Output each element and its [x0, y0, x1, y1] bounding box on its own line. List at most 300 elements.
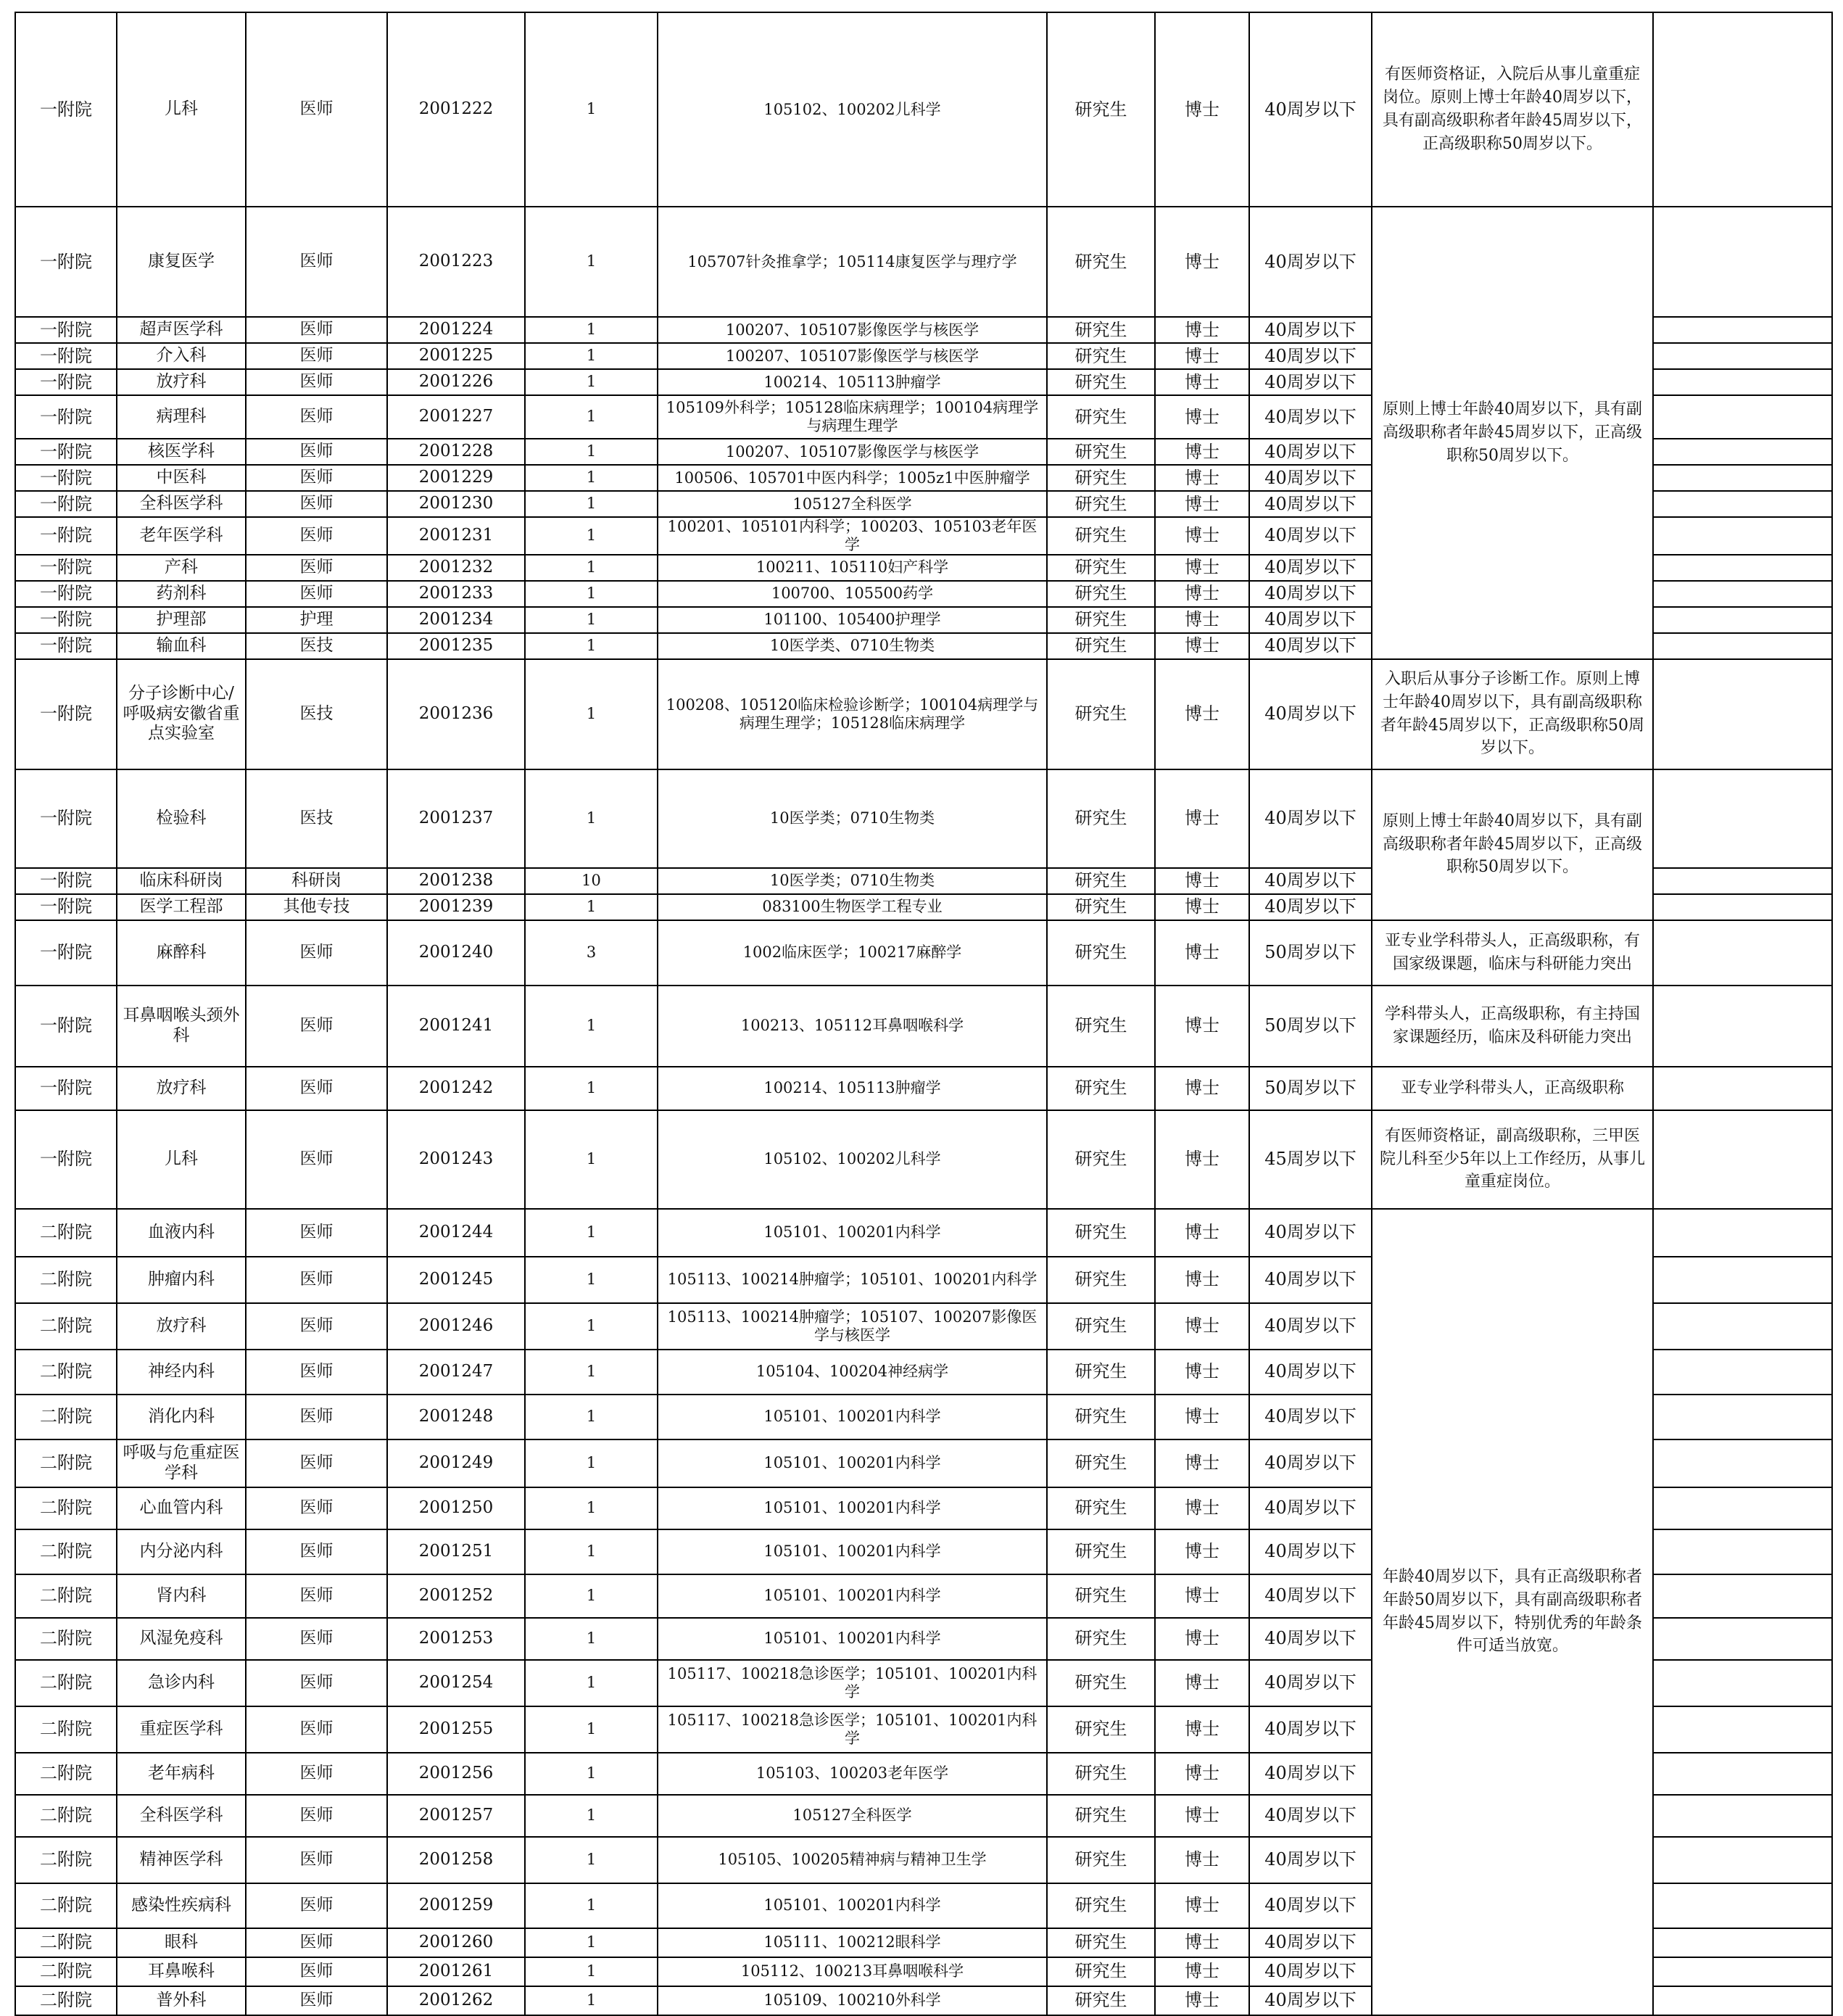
age-cell: 40周岁以下 — [1249, 1883, 1372, 1928]
degree-cell: 博士 — [1155, 1706, 1249, 1753]
age-cell: 40周岁以下 — [1249, 1753, 1372, 1795]
requirements-cell: 学科带头人，正高级职称，有主持国家课题经历，临床及科研能力突出 — [1372, 986, 1653, 1067]
remarks-cell — [1653, 1303, 1832, 1350]
unit-cell: 二附院 — [15, 1257, 117, 1303]
unit-cell: 二附院 — [15, 1837, 117, 1883]
unit-cell: 二附院 — [15, 1209, 117, 1257]
unit-cell: 二附院 — [15, 1957, 117, 1986]
education-cell: 研究生 — [1047, 1257, 1155, 1303]
unit-cell: 二附院 — [15, 1395, 117, 1439]
headcount-cell: 1 — [525, 1067, 658, 1110]
post-code-cell: 2001245 — [387, 1257, 525, 1303]
post-code-cell: 2001253 — [387, 1618, 525, 1660]
unit-cell: 二附院 — [15, 1753, 117, 1795]
age-cell: 40周岁以下 — [1249, 517, 1372, 555]
age-cell: 40周岁以下 — [1249, 465, 1372, 491]
age-cell: 40周岁以下 — [1249, 894, 1372, 920]
education-cell: 研究生 — [1047, 1487, 1155, 1529]
post-code-cell: 2001260 — [387, 1928, 525, 1957]
headcount-cell: 1 — [525, 317, 658, 343]
degree-cell: 博士 — [1155, 1986, 1249, 2015]
post-code-cell: 2001251 — [387, 1529, 525, 1574]
degree-cell: 博士 — [1155, 581, 1249, 607]
merged-requirements-cell: 原则上博士年龄40周岁以下，具有副高级职称者年龄45周岁以下，正高级职称50周岁以下。 — [1372, 769, 1653, 920]
degree-cell: 博士 — [1155, 1957, 1249, 1986]
age-cell: 40周岁以下 — [1249, 439, 1372, 465]
unit-cell: 一附院 — [15, 1067, 117, 1110]
post-type-cell: 医师 — [246, 1706, 387, 1753]
post-type-cell: 医师 — [246, 1795, 387, 1837]
department-cell: 神经内科 — [117, 1350, 246, 1395]
remarks-cell — [1653, 1837, 1832, 1883]
remarks-cell — [1653, 1439, 1832, 1487]
headcount-cell: 1 — [525, 1928, 658, 1957]
department-cell: 输血科 — [117, 633, 246, 659]
education-cell: 研究生 — [1047, 1395, 1155, 1439]
degree-cell: 博士 — [1155, 1883, 1249, 1928]
age-cell: 40周岁以下 — [1249, 1574, 1372, 1618]
post-type-cell: 医师 — [246, 1986, 387, 2015]
post-code-cell: 2001228 — [387, 439, 525, 465]
remarks-cell — [1653, 1209, 1832, 1257]
requirements-cell: 亚专业学科带头人，正高级职称，有国家级课题，临床与科研能力突出 — [1372, 920, 1653, 986]
degree-cell: 博士 — [1155, 1753, 1249, 1795]
major-cell: 105127全科医学 — [658, 1795, 1047, 1837]
post-type-cell: 医师 — [246, 1350, 387, 1395]
education-cell: 研究生 — [1047, 491, 1155, 517]
unit-cell: 一附院 — [15, 894, 117, 920]
education-cell: 研究生 — [1047, 894, 1155, 920]
degree-cell: 博士 — [1155, 1618, 1249, 1660]
post-type-cell: 医技 — [246, 769, 387, 868]
post-type-cell: 医师 — [246, 1618, 387, 1660]
department-cell: 全科医学科 — [117, 491, 246, 517]
post-code-cell: 2001255 — [387, 1706, 525, 1753]
major-cell: 105105、100205精神病与精神卫生学 — [658, 1837, 1047, 1883]
headcount-cell: 1 — [525, 465, 658, 491]
age-cell: 40周岁以下 — [1249, 633, 1372, 659]
education-cell: 研究生 — [1047, 1660, 1155, 1706]
unit-cell: 一附院 — [15, 769, 117, 868]
major-cell: 100214、105113肿瘤学 — [658, 369, 1047, 395]
post-code-cell: 2001254 — [387, 1660, 525, 1706]
department-cell: 放疗科 — [117, 369, 246, 395]
unit-cell: 一附院 — [15, 317, 117, 343]
headcount-cell: 1 — [525, 633, 658, 659]
department-cell: 中医科 — [117, 465, 246, 491]
major-cell: 100211、105110妇产科学 — [658, 555, 1047, 581]
unit-cell: 一附院 — [15, 491, 117, 517]
table-row — [15, 12, 1832, 207]
post-type-cell: 医师 — [246, 1257, 387, 1303]
post-code-cell: 2001229 — [387, 465, 525, 491]
table-row — [15, 207, 1832, 317]
education-cell: 研究生 — [1047, 1618, 1155, 1660]
post-type-cell: 医师 — [246, 1837, 387, 1883]
major-cell: 101100、105400护理学 — [658, 607, 1047, 633]
unit-cell: 二附院 — [15, 1795, 117, 1837]
remarks-cell — [1653, 1706, 1832, 1753]
post-code-cell: 2001246 — [387, 1303, 525, 1350]
requirements-cell: 亚专业学科带头人，正高级职称 — [1372, 1067, 1653, 1110]
degree-cell: 博士 — [1155, 555, 1249, 581]
post-type-cell: 医师 — [246, 12, 387, 207]
education-cell: 研究生 — [1047, 1753, 1155, 1795]
unit-cell: 一附院 — [15, 517, 117, 555]
education-cell: 研究生 — [1047, 920, 1155, 986]
post-code-cell: 2001227 — [387, 395, 525, 439]
unit-cell: 一附院 — [15, 395, 117, 439]
remarks-cell — [1653, 1753, 1832, 1795]
remarks-cell — [1653, 894, 1832, 920]
age-cell: 40周岁以下 — [1249, 868, 1372, 894]
major-cell: 105104、100204神经病学 — [658, 1350, 1047, 1395]
remarks-cell — [1653, 769, 1832, 868]
headcount-cell: 1 — [525, 491, 658, 517]
headcount-cell: 1 — [525, 1209, 658, 1257]
post-code-cell: 2001222 — [387, 12, 525, 207]
headcount-cell: 1 — [525, 1574, 658, 1618]
age-cell: 40周岁以下 — [1249, 1957, 1372, 1986]
department-cell: 血液内科 — [117, 1209, 246, 1257]
major-cell: 105102、100202儿科学 — [658, 1110, 1047, 1209]
headcount-cell: 1 — [525, 1795, 658, 1837]
headcount-cell: 1 — [525, 1837, 658, 1883]
post-code-cell: 2001259 — [387, 1883, 525, 1928]
age-cell: 40周岁以下 — [1249, 1395, 1372, 1439]
unit-cell: 一附院 — [15, 369, 117, 395]
headcount-cell: 1 — [525, 207, 658, 317]
degree-cell: 博士 — [1155, 1660, 1249, 1706]
education-cell: 研究生 — [1047, 1350, 1155, 1395]
headcount-cell: 1 — [525, 607, 658, 633]
degree-cell: 博士 — [1155, 1067, 1249, 1110]
education-cell: 研究生 — [1047, 1439, 1155, 1487]
age-cell: 40周岁以下 — [1249, 1928, 1372, 1957]
education-cell: 研究生 — [1047, 986, 1155, 1067]
post-code-cell: 2001225 — [387, 343, 525, 369]
degree-cell: 博士 — [1155, 1837, 1249, 1883]
remarks-cell — [1653, 12, 1832, 207]
department-cell: 内分泌内科 — [117, 1529, 246, 1574]
degree-cell: 博士 — [1155, 633, 1249, 659]
degree-cell: 博士 — [1155, 1209, 1249, 1257]
headcount-cell: 1 — [525, 1487, 658, 1529]
remarks-cell — [1653, 633, 1832, 659]
post-type-cell: 医师 — [246, 1303, 387, 1350]
remarks-cell — [1653, 555, 1832, 581]
post-code-cell: 2001234 — [387, 607, 525, 633]
remarks-cell — [1653, 1986, 1832, 2015]
remarks-cell — [1653, 868, 1832, 894]
age-cell: 50周岁以下 — [1249, 986, 1372, 1067]
education-cell: 研究生 — [1047, 439, 1155, 465]
post-type-cell: 医师 — [246, 1067, 387, 1110]
unit-cell: 二附院 — [15, 1487, 117, 1529]
age-cell: 40周岁以下 — [1249, 491, 1372, 517]
education-cell: 研究生 — [1047, 317, 1155, 343]
post-code-cell: 2001236 — [387, 659, 525, 769]
education-cell: 研究生 — [1047, 868, 1155, 894]
unit-cell: 二附院 — [15, 1439, 117, 1487]
age-cell: 40周岁以下 — [1249, 769, 1372, 868]
department-cell: 病理科 — [117, 395, 246, 439]
age-cell: 40周岁以下 — [1249, 1660, 1372, 1706]
education-cell: 研究生 — [1047, 581, 1155, 607]
headcount-cell: 1 — [525, 1350, 658, 1395]
age-cell: 50周岁以下 — [1249, 1067, 1372, 1110]
post-code-cell: 2001257 — [387, 1795, 525, 1837]
department-cell: 药剂科 — [117, 581, 246, 607]
remarks-cell — [1653, 1529, 1832, 1574]
age-cell: 40周岁以下 — [1249, 607, 1372, 633]
major-cell: 10医学类、0710生物类 — [658, 633, 1047, 659]
post-code-cell: 2001247 — [387, 1350, 525, 1395]
major-cell: 105113、100214肿瘤学；105107、100207影像医学与核医学 — [658, 1303, 1047, 1350]
degree-cell: 博士 — [1155, 1439, 1249, 1487]
remarks-cell — [1653, 986, 1832, 1067]
degree-cell: 博士 — [1155, 517, 1249, 555]
post-type-cell: 医师 — [246, 1574, 387, 1618]
age-cell: 40周岁以下 — [1249, 343, 1372, 369]
remarks-cell — [1653, 1350, 1832, 1395]
post-type-cell: 医师 — [246, 1395, 387, 1439]
headcount-cell: 1 — [525, 1986, 658, 2015]
unit-cell: 二附院 — [15, 1303, 117, 1350]
post-type-cell: 医师 — [246, 1439, 387, 1487]
unit-cell: 二附院 — [15, 1928, 117, 1957]
degree-cell: 博士 — [1155, 1110, 1249, 1209]
post-type-cell: 医师 — [246, 920, 387, 986]
unit-cell: 一附院 — [15, 868, 117, 894]
education-cell: 研究生 — [1047, 343, 1155, 369]
major-cell: 105101、100201内科学 — [658, 1883, 1047, 1928]
table-row — [15, 1067, 1832, 1110]
education-cell: 研究生 — [1047, 12, 1155, 207]
headcount-cell: 1 — [525, 1110, 658, 1209]
post-type-cell: 医师 — [246, 343, 387, 369]
unit-cell: 二附院 — [15, 1706, 117, 1753]
post-type-cell: 医师 — [246, 1487, 387, 1529]
education-cell: 研究生 — [1047, 1209, 1155, 1257]
age-cell: 45周岁以下 — [1249, 1110, 1372, 1209]
headcount-cell: 1 — [525, 1303, 658, 1350]
education-cell: 研究生 — [1047, 1706, 1155, 1753]
age-cell: 40周岁以下 — [1249, 1303, 1372, 1350]
post-type-cell: 医师 — [246, 439, 387, 465]
headcount-cell: 1 — [525, 1660, 658, 1706]
unit-cell: 二附院 — [15, 1574, 117, 1618]
education-cell: 研究生 — [1047, 607, 1155, 633]
post-type-cell: 医师 — [246, 1660, 387, 1706]
headcount-cell: 1 — [525, 1257, 658, 1303]
table-row — [15, 769, 1832, 868]
major-cell: 105101、100201内科学 — [658, 1618, 1047, 1660]
remarks-cell — [1653, 1795, 1832, 1837]
post-type-cell: 医师 — [246, 465, 387, 491]
department-cell: 核医学科 — [117, 439, 246, 465]
department-cell: 重症医学科 — [117, 1706, 246, 1753]
major-cell: 100208、105120临床检验诊断学；100104病理学与病理生理学；105128临床病理学 — [658, 659, 1047, 769]
age-cell: 50周岁以下 — [1249, 920, 1372, 986]
post-code-cell: 2001239 — [387, 894, 525, 920]
department-cell: 放疗科 — [117, 1067, 246, 1110]
table-row — [15, 659, 1832, 769]
remarks-cell — [1653, 581, 1832, 607]
degree-cell: 博士 — [1155, 920, 1249, 986]
degree-cell: 博士 — [1155, 1928, 1249, 1957]
degree-cell: 博士 — [1155, 317, 1249, 343]
post-code-cell: 2001232 — [387, 555, 525, 581]
headcount-cell: 1 — [525, 343, 658, 369]
department-cell: 临床科研岗 — [117, 868, 246, 894]
remarks-cell — [1653, 395, 1832, 439]
post-code-cell: 2001237 — [387, 769, 525, 868]
headcount-cell: 1 — [525, 395, 658, 439]
remarks-cell — [1653, 465, 1832, 491]
post-type-cell: 医师 — [246, 395, 387, 439]
age-cell: 40周岁以下 — [1249, 1795, 1372, 1837]
major-cell: 105101、100201内科学 — [658, 1395, 1047, 1439]
education-cell: 研究生 — [1047, 1837, 1155, 1883]
department-cell: 医学工程部 — [117, 894, 246, 920]
degree-cell: 博士 — [1155, 1529, 1249, 1574]
major-cell: 105101、100201内科学 — [658, 1529, 1047, 1574]
major-cell: 105117、100218急诊医学；105101、100201内科学 — [658, 1660, 1047, 1706]
unit-cell: 一附院 — [15, 659, 117, 769]
department-cell: 肾内科 — [117, 1574, 246, 1618]
unit-cell: 一附院 — [15, 920, 117, 986]
major-cell: 100207、105107影像医学与核医学 — [658, 343, 1047, 369]
headcount-cell: 1 — [525, 1753, 658, 1795]
age-cell: 40周岁以下 — [1249, 1439, 1372, 1487]
age-cell: 40周岁以下 — [1249, 395, 1372, 439]
post-code-cell: 2001223 — [387, 207, 525, 317]
degree-cell: 博士 — [1155, 207, 1249, 317]
department-cell: 产科 — [117, 555, 246, 581]
education-cell: 研究生 — [1047, 395, 1155, 439]
major-cell: 105101、100201内科学 — [658, 1487, 1047, 1529]
department-cell: 耳鼻咽喉头颈外科 — [117, 986, 246, 1067]
education-cell: 研究生 — [1047, 369, 1155, 395]
post-code-cell: 2001241 — [387, 986, 525, 1067]
age-cell: 40周岁以下 — [1249, 12, 1372, 207]
post-type-cell: 科研岗 — [246, 868, 387, 894]
headcount-cell: 1 — [525, 1618, 658, 1660]
post-type-cell: 医师 — [246, 1529, 387, 1574]
post-type-cell: 医师 — [246, 555, 387, 581]
age-cell: 40周岁以下 — [1249, 581, 1372, 607]
post-code-cell: 2001249 — [387, 1439, 525, 1487]
post-code-cell: 2001258 — [387, 1837, 525, 1883]
headcount-cell: 10 — [525, 868, 658, 894]
major-cell: 10医学类；0710生物类 — [658, 769, 1047, 868]
unit-cell: 二附院 — [15, 1986, 117, 2015]
major-cell: 105103、100203老年医学 — [658, 1753, 1047, 1795]
degree-cell: 博士 — [1155, 395, 1249, 439]
age-cell: 40周岁以下 — [1249, 1487, 1372, 1529]
remarks-cell — [1653, 439, 1832, 465]
remarks-cell — [1653, 369, 1832, 395]
degree-cell: 博士 — [1155, 986, 1249, 1067]
department-cell: 消化内科 — [117, 1395, 246, 1439]
major-cell: 105127全科医学 — [658, 491, 1047, 517]
degree-cell: 博士 — [1155, 465, 1249, 491]
major-cell: 105101、100201内科学 — [658, 1574, 1047, 1618]
headcount-cell: 1 — [525, 1439, 658, 1487]
post-code-cell: 2001226 — [387, 369, 525, 395]
degree-cell: 博士 — [1155, 1395, 1249, 1439]
headcount-cell: 1 — [525, 986, 658, 1067]
department-cell: 康复医学 — [117, 207, 246, 317]
major-cell: 100207、105107影像医学与核医学 — [658, 317, 1047, 343]
department-cell: 儿科 — [117, 1110, 246, 1209]
age-cell: 40周岁以下 — [1249, 1618, 1372, 1660]
requirements-cell: 入职后从事分子诊断工作。原则上博士年龄40周岁以下，具有副高级职称者年龄45周岁以下，正高级职称50周岁以下。 — [1372, 659, 1653, 769]
degree-cell: 博士 — [1155, 491, 1249, 517]
unit-cell: 二附院 — [15, 1350, 117, 1395]
remarks-cell — [1653, 659, 1832, 769]
remarks-cell — [1653, 1257, 1832, 1303]
unit-cell: 二附院 — [15, 1883, 117, 1928]
post-type-cell: 医师 — [246, 1928, 387, 1957]
merged-requirements-cell: 年龄40周岁以下，具有正高级职称者年龄50周岁以下，具有副高级职称者年龄45周岁以下，特别优秀的年龄条件可适当放宽。 — [1372, 1209, 1653, 2015]
post-type-cell: 医师 — [246, 207, 387, 317]
degree-cell: 博士 — [1155, 1487, 1249, 1529]
age-cell: 40周岁以下 — [1249, 1837, 1372, 1883]
remarks-cell — [1653, 607, 1832, 633]
degree-cell: 博士 — [1155, 439, 1249, 465]
education-cell: 研究生 — [1047, 1957, 1155, 1986]
unit-cell: 一附院 — [15, 581, 117, 607]
department-cell: 眼科 — [117, 1928, 246, 1957]
headcount-cell: 1 — [525, 517, 658, 555]
education-cell: 研究生 — [1047, 1795, 1155, 1837]
major-cell: 105112、100213耳鼻咽喉科学 — [658, 1957, 1047, 1986]
education-cell: 研究生 — [1047, 207, 1155, 317]
education-cell: 研究生 — [1047, 1883, 1155, 1928]
education-cell: 研究生 — [1047, 1303, 1155, 1350]
degree-cell: 博士 — [1155, 769, 1249, 868]
table-row — [15, 1209, 1832, 1257]
major-cell: 100201、105101内科学；100203、105103老年医学 — [658, 517, 1047, 555]
degree-cell: 博士 — [1155, 12, 1249, 207]
major-cell: 100214、105113肿瘤学 — [658, 1067, 1047, 1110]
headcount-cell: 1 — [525, 1883, 658, 1928]
post-type-cell: 医师 — [246, 1209, 387, 1257]
education-cell: 研究生 — [1047, 1928, 1155, 1957]
age-cell: 40周岁以下 — [1249, 1986, 1372, 2015]
merged-requirements-cell: 原则上博士年龄40周岁以下，具有副高级职称者年龄45周岁以下，正高级职称50周岁以下。 — [1372, 207, 1653, 659]
unit-cell: 一附院 — [15, 207, 117, 317]
age-cell: 40周岁以下 — [1249, 659, 1372, 769]
headcount-cell: 1 — [525, 1395, 658, 1439]
remarks-cell — [1653, 1928, 1832, 1957]
education-cell: 研究生 — [1047, 517, 1155, 555]
requirements-cell: 有医师资格证，入院后从事儿童重症岗位。原则上博士年龄40周岁以下，具有副高级职称者年龄45周岁以下，正高级职称50周岁以下。 — [1372, 12, 1653, 207]
table-row — [15, 1110, 1832, 1209]
post-code-cell: 2001256 — [387, 1753, 525, 1795]
remarks-cell — [1653, 1110, 1832, 1209]
headcount-cell: 1 — [525, 659, 658, 769]
headcount-cell: 3 — [525, 920, 658, 986]
degree-cell: 博士 — [1155, 1574, 1249, 1618]
age-cell: 40周岁以下 — [1249, 317, 1372, 343]
department-cell: 全科医学科 — [117, 1795, 246, 1837]
age-cell: 40周岁以下 — [1249, 555, 1372, 581]
age-cell: 40周岁以下 — [1249, 1529, 1372, 1574]
department-cell: 儿科 — [117, 12, 246, 207]
